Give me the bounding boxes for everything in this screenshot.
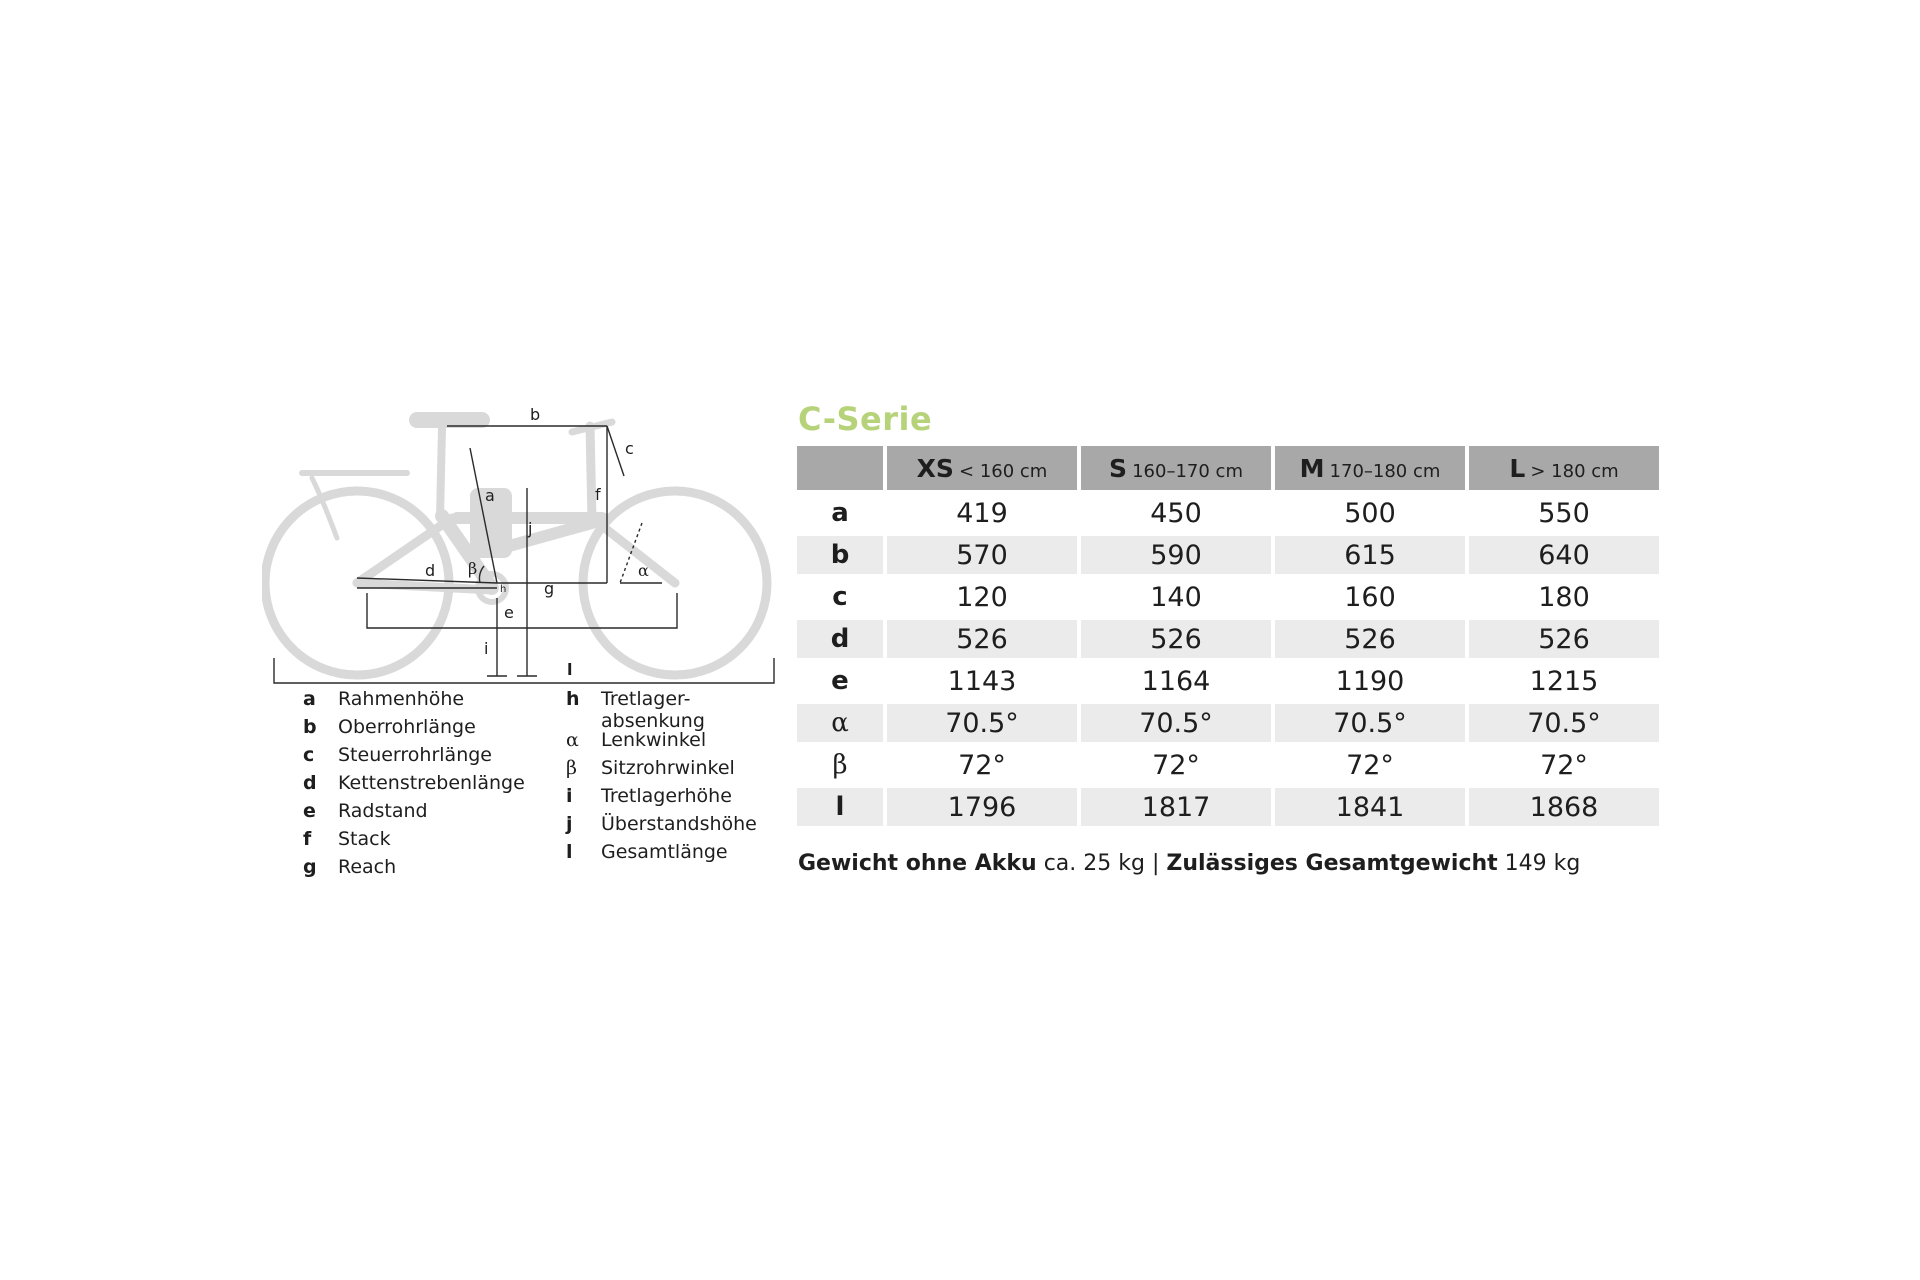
table-cell: 1164 xyxy=(1081,662,1271,700)
legend-label: Stack xyxy=(338,828,391,850)
size-range: > 180 cm xyxy=(1530,460,1619,482)
size-label: L xyxy=(1509,453,1526,483)
legend-key: c xyxy=(303,744,315,766)
table-cell: 450 xyxy=(1081,494,1271,532)
legend-item xyxy=(303,688,525,716)
legend-item xyxy=(303,744,525,772)
legend-label-line-2: absenkung xyxy=(601,710,705,732)
legend-label: Tretlagerhöhe xyxy=(601,785,732,807)
legend-key: b xyxy=(303,716,317,738)
weight-value: ca. 25 kg xyxy=(1043,851,1145,876)
legend-label: Gesamtlänge xyxy=(601,841,728,863)
table-row xyxy=(797,746,1659,784)
table-cell: 1143 xyxy=(887,662,1077,700)
legend-key: i xyxy=(566,785,573,807)
table-header-size xyxy=(887,446,1077,490)
table-cell: 526 xyxy=(1081,620,1271,658)
legend-label xyxy=(601,688,705,732)
diagram-label-b: b xyxy=(530,405,541,424)
table-cell: 1868 xyxy=(1469,788,1659,826)
legend-key: f xyxy=(303,828,312,850)
diagram-label-alpha: α xyxy=(638,561,649,580)
table-row xyxy=(797,662,1659,700)
legend-key: l xyxy=(566,841,573,863)
table-cell: 160 xyxy=(1275,578,1465,616)
table-cell: 615 xyxy=(1275,536,1465,574)
legend-label: Lenkwinkel xyxy=(601,729,707,751)
table-cell: 180 xyxy=(1469,578,1659,616)
legend-label: Überstandshöhe xyxy=(601,813,757,835)
table-cell: 500 xyxy=(1275,494,1465,532)
table-cell: 72° xyxy=(1081,746,1271,784)
legend-item xyxy=(566,757,757,785)
bike-silhouette xyxy=(265,420,767,675)
table-cell: 526 xyxy=(1469,620,1659,658)
diagram-label-g: g xyxy=(544,579,555,598)
legend-item xyxy=(303,716,525,744)
diagram-label-a: a xyxy=(485,486,495,505)
separator: | xyxy=(1151,851,1160,876)
table-cell: 72° xyxy=(1275,746,1465,784)
legend-key: d xyxy=(303,772,317,794)
legend-label: Oberrohrlänge xyxy=(338,716,476,738)
legend-column-right xyxy=(566,688,757,869)
size-range: 170–180 cm xyxy=(1329,460,1441,482)
bike-geometry-diagram xyxy=(262,398,782,698)
size-label: XS xyxy=(916,453,954,483)
legend-key: β xyxy=(566,757,577,779)
table-row xyxy=(797,704,1659,742)
table-header-size xyxy=(1081,446,1271,490)
legend-item xyxy=(303,828,525,856)
diagram-label-d: d xyxy=(425,561,436,580)
table-cell: 72° xyxy=(887,746,1077,784)
table-cell: 550 xyxy=(1469,494,1659,532)
diagram-label-f: f xyxy=(595,485,601,504)
legend-item xyxy=(566,785,757,813)
legend-item xyxy=(566,729,757,757)
table-cell: 1841 xyxy=(1275,788,1465,826)
legend-key: α xyxy=(566,729,579,751)
dimension-legend xyxy=(303,688,773,888)
legend-label: Sitzrohrwinkel xyxy=(601,757,735,779)
row-key: l xyxy=(797,788,883,826)
diagram-label-j: j xyxy=(528,519,533,538)
total-weight-label: Zulässiges Gesamtgewicht xyxy=(1166,851,1498,876)
table-cell: 1190 xyxy=(1275,662,1465,700)
diagram-label-c: c xyxy=(625,439,634,458)
table-header-empty xyxy=(797,446,883,490)
series-title: C-Serie xyxy=(798,400,933,438)
diagram-label-e: e xyxy=(504,603,514,622)
table-cell: 1796 xyxy=(887,788,1077,826)
table-cell: 120 xyxy=(887,578,1077,616)
table-cell: 640 xyxy=(1469,536,1659,574)
table-header-size xyxy=(1469,446,1659,490)
table-cell: 1215 xyxy=(1469,662,1659,700)
legend-key: g xyxy=(303,856,317,878)
legend-key: h xyxy=(566,688,580,710)
table-cell: 526 xyxy=(1275,620,1465,658)
table-cell: 70.5° xyxy=(1469,704,1659,742)
diagram-label-i: i xyxy=(484,639,489,658)
legend-key: a xyxy=(303,688,316,710)
row-key: β xyxy=(797,746,883,784)
legend-item xyxy=(566,841,757,869)
table-cell: 72° xyxy=(1469,746,1659,784)
table-cell: 1817 xyxy=(1081,788,1271,826)
legend-item xyxy=(303,800,525,828)
weight-info xyxy=(798,851,1580,876)
legend-label: Rahmenhöhe xyxy=(338,688,465,710)
size-label: S xyxy=(1109,453,1128,483)
size-range: < 160 cm xyxy=(959,460,1048,482)
table-cell: 70.5° xyxy=(1081,704,1271,742)
table-row xyxy=(797,578,1659,616)
geometry-table xyxy=(793,442,1663,830)
row-key: c xyxy=(797,578,883,616)
legend-label: Kettenstrebenlänge xyxy=(338,772,525,794)
legend-item xyxy=(303,772,525,800)
table-row xyxy=(797,494,1659,532)
table-row xyxy=(797,788,1659,826)
table-header-size xyxy=(1275,446,1465,490)
row-key: b xyxy=(797,536,883,574)
legend-item xyxy=(566,688,757,732)
size-range: 160–170 cm xyxy=(1132,460,1243,482)
legend-label: Reach xyxy=(338,856,397,878)
total-weight-value: 149 kg xyxy=(1504,851,1581,876)
legend-item xyxy=(566,813,757,841)
table-cell: 70.5° xyxy=(887,704,1077,742)
table-cell: 590 xyxy=(1081,536,1271,574)
row-key: a xyxy=(797,494,883,532)
dimension-lines xyxy=(274,426,774,683)
table-cell: 419 xyxy=(887,494,1077,532)
table-cell: 526 xyxy=(887,620,1077,658)
table-row xyxy=(797,620,1659,658)
size-label: M xyxy=(1299,453,1325,483)
legend-key: j xyxy=(566,813,573,835)
table-cell: 70.5° xyxy=(1275,704,1465,742)
diagram-label-beta: β xyxy=(468,559,478,578)
legend-key: e xyxy=(303,800,316,822)
diagram-label-h: h xyxy=(500,584,507,595)
legend-label: Radstand xyxy=(338,800,428,822)
row-key: e xyxy=(797,662,883,700)
legend-column-left xyxy=(303,688,525,884)
diagram-label-l: l xyxy=(567,660,573,679)
row-key: d xyxy=(797,620,883,658)
legend-label-line-1: Tretlager- xyxy=(601,688,691,710)
legend-label: Steuerrohrlänge xyxy=(338,744,492,766)
weight-label: Gewicht ohne Akku xyxy=(798,851,1037,876)
table-cell: 570 xyxy=(887,536,1077,574)
table-header-row xyxy=(797,446,1659,490)
table-cell: 140 xyxy=(1081,578,1271,616)
table-row xyxy=(797,536,1659,574)
legend-item xyxy=(303,856,525,884)
row-key: α xyxy=(797,704,883,742)
